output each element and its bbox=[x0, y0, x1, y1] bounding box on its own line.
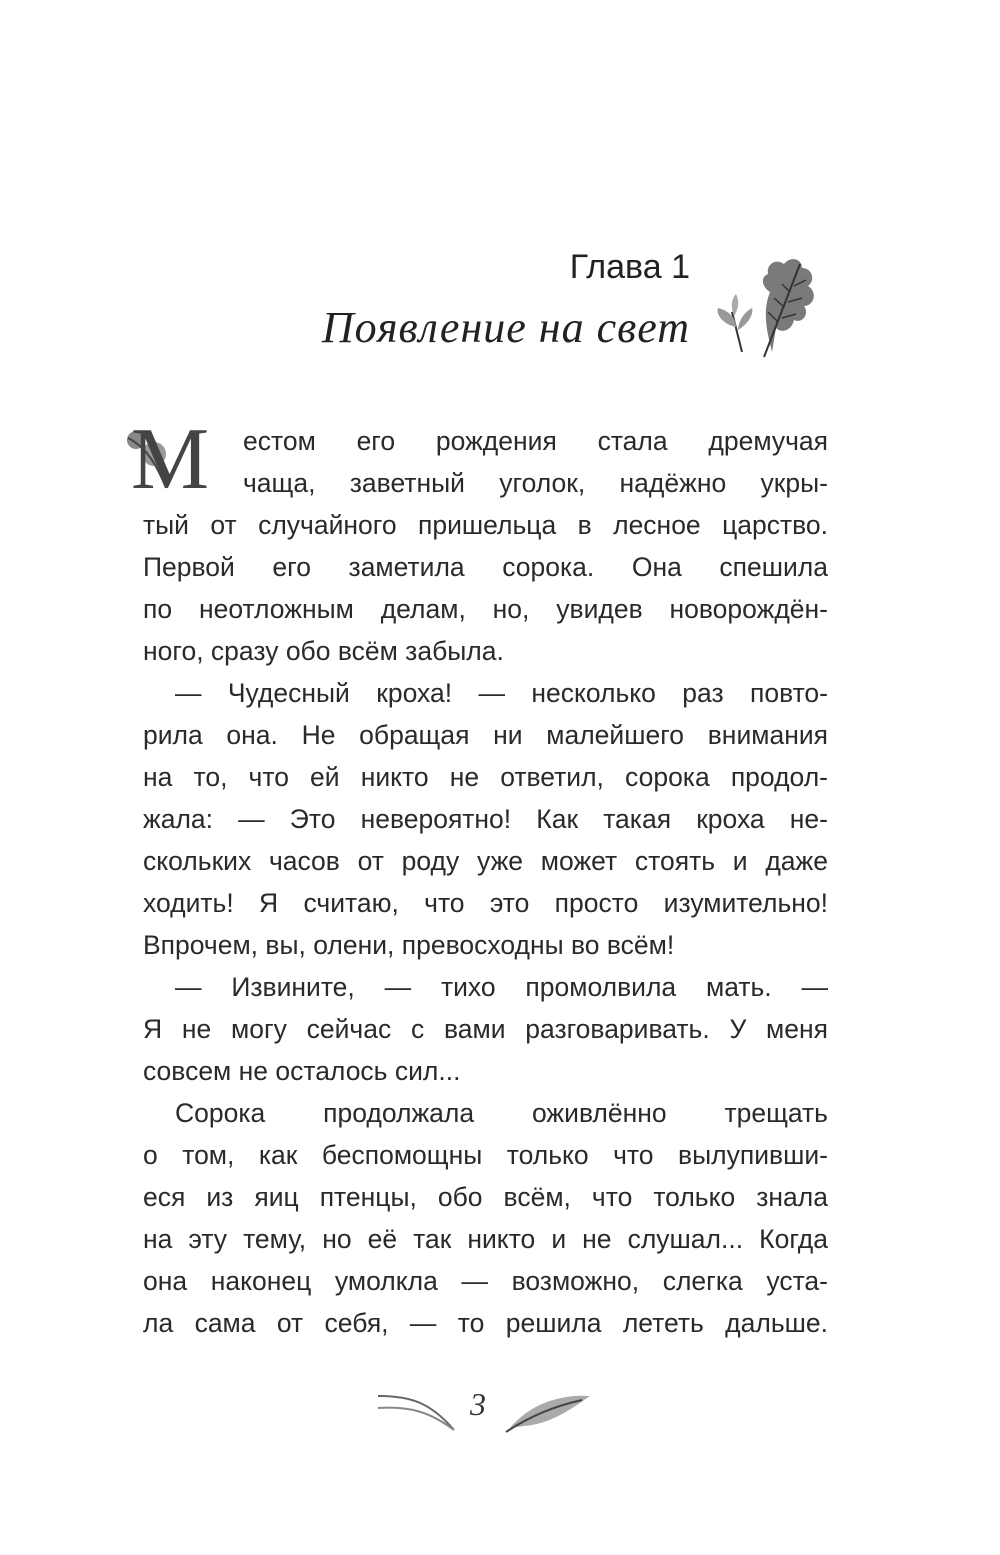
text-line: скольких часов от роду уже может стоять и даже bbox=[143, 846, 828, 876]
body-text bbox=[143, 420, 828, 1344]
feather-icon bbox=[500, 1380, 600, 1440]
text-line: Сорока продолжала оживлённо трещать bbox=[175, 1098, 828, 1128]
text-line: тый от случайного пришельца в лесное царство. bbox=[143, 510, 828, 540]
page-number: 3 bbox=[470, 1386, 486, 1422]
text-line: — Извините, — тихо промолвила мать. — bbox=[175, 972, 828, 1002]
text-line: Первой его заметила сорока. Она спешила bbox=[143, 552, 828, 582]
swoosh-ornament-icon bbox=[370, 1380, 460, 1440]
text-line: еся из яиц птенцы, обо всём, что только знала bbox=[143, 1182, 828, 1212]
text-line: чаща, заветный уголок, надёжно укры- bbox=[243, 468, 828, 498]
text-line: — Чудесный кроха! — несколько раз повто- bbox=[175, 678, 828, 708]
text-line: рила она. Не обращая ни малейшего внимания bbox=[143, 720, 828, 750]
text-line: естом его рождения стала дремучая bbox=[243, 426, 828, 456]
text-line: Я не могу сейчас с вами разговаривать. У меня bbox=[143, 1014, 828, 1044]
chapter-number: Глава 1 bbox=[569, 248, 690, 286]
text-line: о том, как беспомощны только что вылупивши- bbox=[143, 1140, 828, 1170]
text-line: совсем не осталось сил... bbox=[143, 1056, 461, 1086]
text-line: по неотложным делам, но, увидев новорождён- bbox=[143, 594, 828, 624]
text-line: жала: — Это невероятно! Как такая кроха не- bbox=[143, 804, 828, 834]
drop-cap-text: М bbox=[130, 418, 210, 498]
text-line: на то, что ей никто не ответил, сорока продол- bbox=[143, 762, 828, 792]
text-line: Впрочем, вы, олени, превосходны во всём! bbox=[143, 930, 675, 960]
text-line: ного, сразу обо всём забыла. bbox=[143, 636, 504, 666]
page-footer bbox=[370, 1380, 600, 1440]
oak-leaf-icon bbox=[712, 252, 832, 362]
chapter-title: Появление на свет bbox=[321, 303, 690, 352]
text-line: на эту тему, но её так никто и не слушал... Когда bbox=[143, 1224, 828, 1254]
text-line: ходить! Я считаю, что это просто изумительно! bbox=[143, 888, 828, 918]
text-line: ла сама от себя, — то решила лететь дальше. bbox=[143, 1308, 828, 1338]
text-line: она наконец умолкла — возможно, слегка уста- bbox=[143, 1266, 828, 1296]
